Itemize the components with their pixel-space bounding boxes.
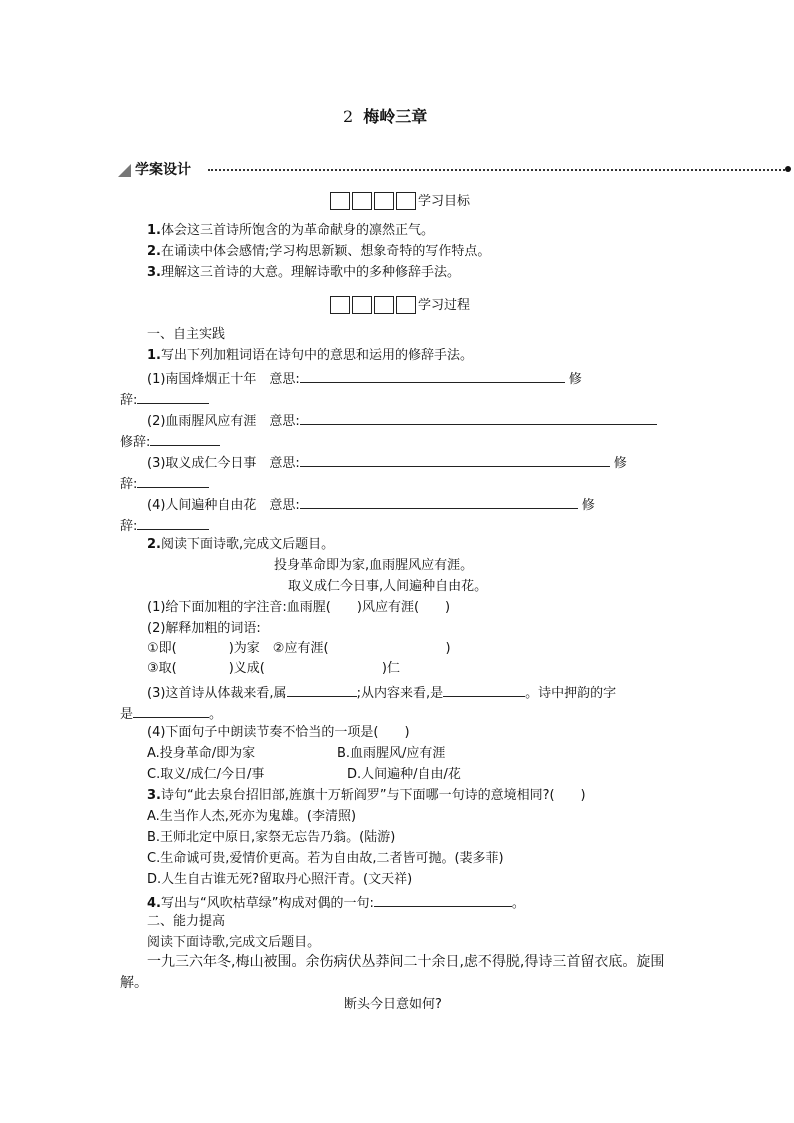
process-title: 学习过程 bbox=[418, 297, 471, 313]
dotted-divider bbox=[208, 169, 788, 171]
answer-blank[interactable] bbox=[137, 473, 209, 488]
q1-item: (3)取义成仁今日事 意思: 修 bbox=[147, 452, 627, 473]
triangle-icon bbox=[118, 164, 131, 177]
preface-cont: 解。 bbox=[120, 975, 148, 991]
goal-item: 3.理解这三首诗的大意。理解诗歌中的多种修辞手法。 bbox=[147, 265, 460, 280]
option: A.投身革命/即为家 bbox=[147, 746, 256, 761]
answer-blank[interactable] bbox=[374, 892, 512, 907]
q2-sub: ③取( )义成( )仁 bbox=[147, 661, 400, 676]
answer-blank[interactable] bbox=[300, 410, 657, 425]
instruction: 阅读下面诗歌,完成文后题目。 bbox=[147, 935, 321, 950]
option: B.血雨腥风/应有涯 bbox=[337, 746, 446, 761]
question-3: 3.诗句“此去泉台招旧部,旌旗十万斩阎罗”与下面哪一句诗的意境相同?( ) bbox=[147, 788, 586, 803]
section-header bbox=[118, 160, 794, 180]
answer-blank[interactable] bbox=[150, 431, 220, 446]
answer-blank[interactable] bbox=[300, 368, 565, 383]
question-4: 4.写出与“风吹枯草绿”构成对偶的一句: 。 bbox=[147, 892, 525, 913]
q2-sub-cont: 是 。 bbox=[120, 703, 222, 724]
q1-item-cont: 辞: bbox=[120, 389, 209, 410]
goals-title: 学习目标 bbox=[418, 193, 471, 209]
answer-blank[interactable] bbox=[287, 682, 357, 697]
answer-blank[interactable] bbox=[443, 682, 525, 697]
preface: 一九三六年冬,梅山被围。余伤病伏丛莽间二十余日,虑不得脱,得诗三首留衣底。旋围 bbox=[147, 954, 665, 970]
question-1: 1.写出下列加粗词语在诗句中的意思和运用的修辞手法。 bbox=[147, 348, 473, 363]
part2-heading: 二、能力提高 bbox=[147, 914, 226, 929]
goal-item: 1.体会这三首诗所饱含的为革命献身的凛然正气。 bbox=[147, 223, 434, 238]
q2-sub: (3)这首诗从体裁来看,属 ;从内容来看,是 。诗中押韵的字 bbox=[147, 682, 616, 703]
option: D.人生自古谁无死?留取丹心照汗青。(文天祥) bbox=[147, 872, 413, 887]
q1-item: (1)南国烽烟正十年 意思: 修 bbox=[147, 368, 582, 389]
poem-line: 断头今日意如何? bbox=[344, 997, 442, 1012]
box-decoration bbox=[330, 192, 418, 211]
option: A.生当作人杰,死亦为鬼雄。(李清照) bbox=[147, 809, 357, 824]
option: C.生命诚可贵,爱情价更高。若为自由故,二者皆可抛。(裴多菲) bbox=[147, 851, 504, 866]
goals-header bbox=[330, 192, 470, 211]
answer-blank[interactable] bbox=[137, 389, 209, 404]
page-title bbox=[343, 108, 427, 126]
q1-item-cont: 辞: bbox=[120, 515, 209, 536]
q2-sub: (1)给下面加粗的字注音:血雨腥( )风应有涯( ) bbox=[147, 600, 451, 615]
title-number: 2 bbox=[343, 107, 354, 126]
poem-line: 取义成仁今日事,人间遍种自由花。 bbox=[288, 579, 488, 594]
title-text: 梅岭三章 bbox=[363, 107, 428, 126]
goal-item: 2.在诵读中体会感情;学习构思新颖、想象奇特的写作特点。 bbox=[147, 244, 491, 259]
q1-item-cont: 修辞: bbox=[120, 431, 220, 452]
box-decoration bbox=[330, 296, 418, 315]
answer-blank[interactable] bbox=[300, 452, 610, 467]
section-label: 学案设计 bbox=[135, 162, 191, 178]
q1-item-cont: 辞: bbox=[120, 473, 209, 494]
option: D.人间遍种/自由/花 bbox=[347, 767, 461, 782]
q1-item: (2)血雨腥风应有涯 意思: bbox=[147, 410, 657, 431]
question-2: 2.阅读下面诗歌,完成文后题目。 bbox=[147, 537, 335, 552]
option: B.王师北定中原日,家祭无忘告乃翁。(陆游) bbox=[147, 830, 396, 845]
answer-blank[interactable] bbox=[300, 494, 578, 509]
q2-sub: (2)解释加粗的词语: bbox=[147, 621, 261, 636]
q2-sub: (4)下面句子中朗读节奏不恰当的一项是( ) bbox=[147, 725, 410, 740]
option: C.取义/成仁/今日/事 bbox=[147, 767, 265, 782]
answer-blank[interactable] bbox=[137, 515, 209, 530]
divider-end-dot bbox=[785, 166, 791, 172]
answer-blank[interactable] bbox=[133, 703, 209, 718]
q1-item: (4)人间遍种自由花 意思: 修 bbox=[147, 494, 595, 515]
part1-heading: 一、自主实践 bbox=[147, 327, 226, 342]
q2-sub: ①即( )为家 ②应有涯( ) bbox=[147, 641, 451, 656]
process-header bbox=[330, 296, 470, 315]
poem-line: 投身革命即为家,血雨腥风应有涯。 bbox=[274, 558, 474, 573]
